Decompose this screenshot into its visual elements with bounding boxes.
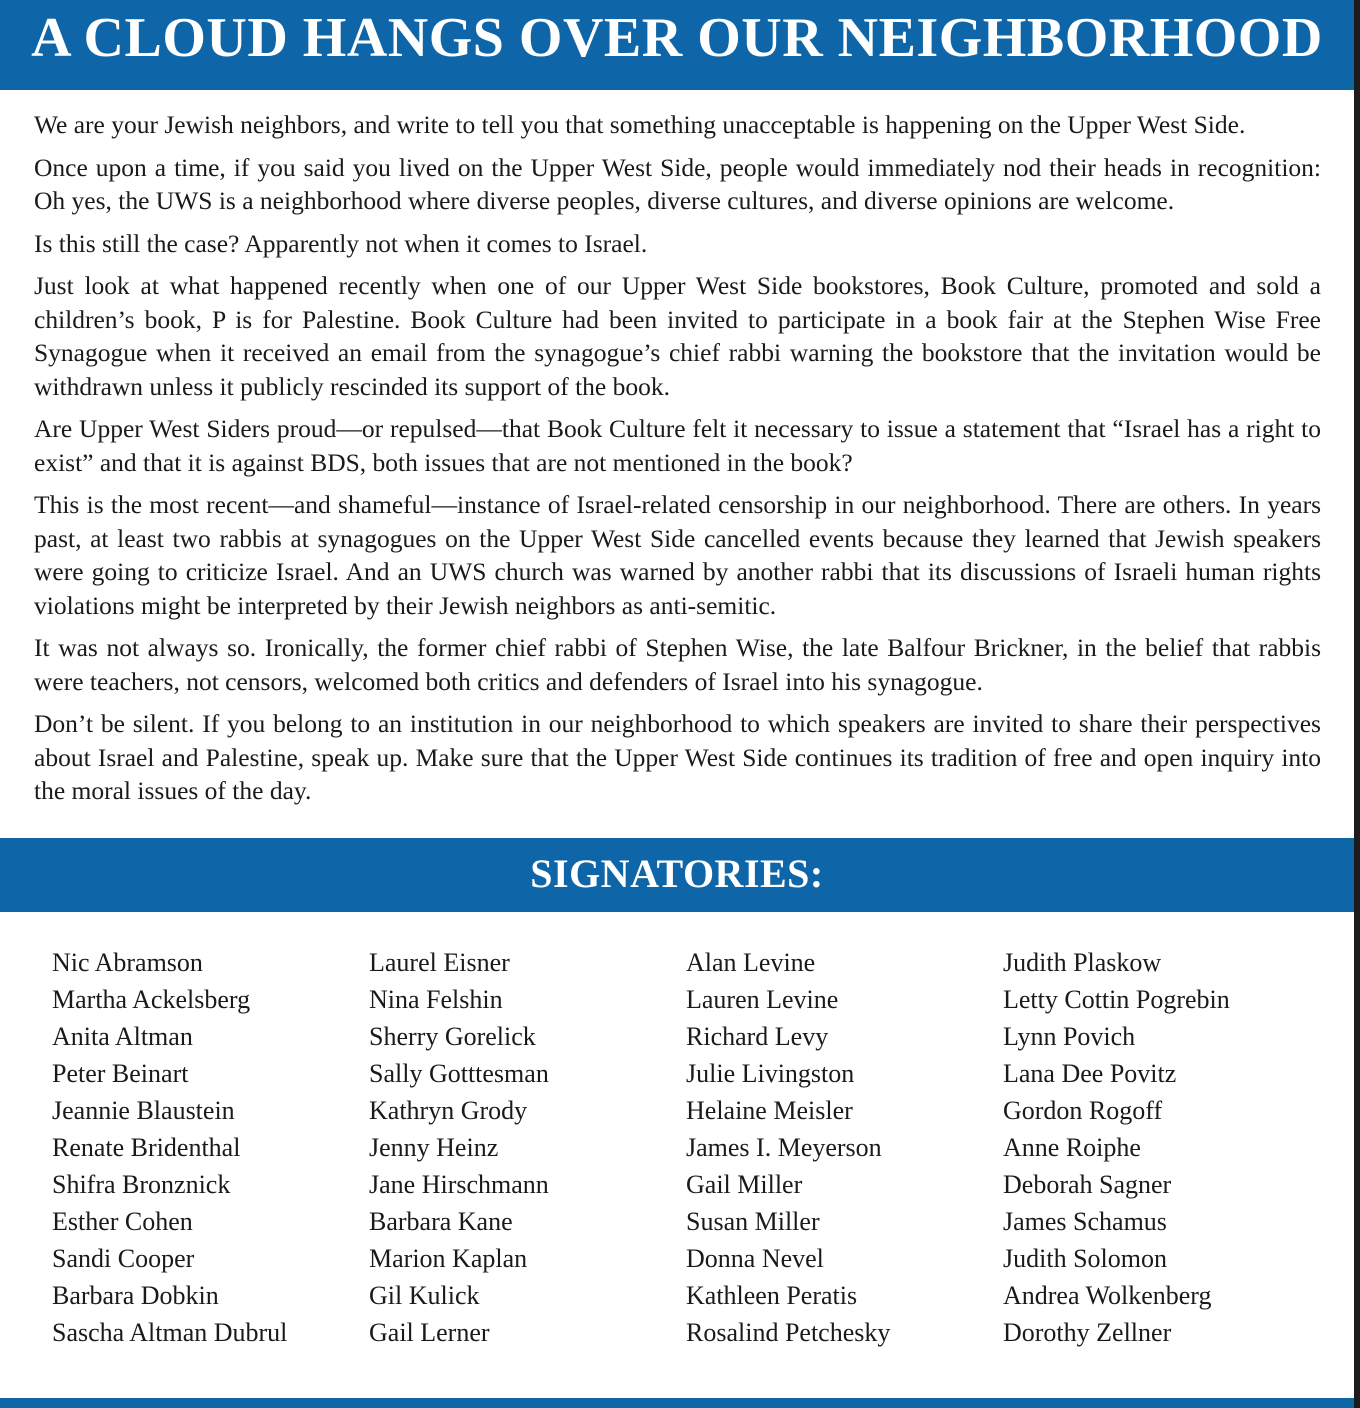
paragraph: It was not always so. Ironically, the former chief rabbi of Stephen Wise, the late Balfour Brickner, in the belief that rabbis were teachers, not censors, welcomed both critics and defenders of Israel into his synagogue.: [34, 633, 1321, 696]
signatory-name: Nic Abramson: [52, 948, 203, 977]
signatory-name: Kathleen Peratis: [686, 1281, 858, 1310]
signatory-name: Jeannie Blaustein: [52, 1096, 235, 1125]
signatory-name: Deborah Sagner: [1003, 1170, 1172, 1199]
signatory-name: Donna Nevel: [686, 1244, 824, 1273]
page-edge-rule: [1354, 0, 1360, 1408]
signatory-name: Sascha Altman Dubrul: [52, 1318, 288, 1347]
signatory-name: Helaine Meisler: [686, 1096, 853, 1125]
signatory-column-4: [1003, 944, 1230, 1351]
signatory-name: Kathryn Grody: [369, 1096, 528, 1125]
signatory-name: Rosalind Petchesky: [686, 1318, 891, 1347]
signatory-name: Marion Kaplan: [369, 1244, 528, 1273]
signatory-name: Esther Cohen: [52, 1207, 193, 1236]
signatory-column-3: [686, 944, 890, 1351]
signatory-name: Judith Plaskow: [1003, 948, 1162, 977]
signatory-name: Lynn Povich: [1003, 1022, 1136, 1051]
paragraph: Just look at what happened recently when one of our Upper West Side bookstores, Book Culture, promoted and sold a children’s book, P is for Palestine. Book Culture had been invited to participate in a book fair at the Stephen Wise Free Synagogue when it received an email from the synagogue’s chief rabbi warning the bookstore that the invitation would be withdrawn unless it publicly rescinded its support of the book.: [34, 271, 1321, 401]
signatories-banner: [0, 838, 1354, 912]
signatory-name: Sally Gotttesman: [369, 1059, 549, 1088]
signatory-name: Lana Dee Povitz: [1003, 1059, 1177, 1088]
signatory-name: Alan Levine: [686, 948, 816, 977]
signatory-name: Gail Lerner: [369, 1318, 490, 1347]
paragraph: Once upon a time, if you said you lived on the Upper West Side, people would immediately nod their heads in recognition: Oh yes, the UWS is a neighborhood where diverse peoples, diverse cultures, and diverse opinions are welcome.: [34, 152, 1321, 215]
signatory-name: Barbara Dobkin: [52, 1281, 219, 1310]
signatory-name: Anne Roiphe: [1003, 1133, 1141, 1162]
signatory-column-1: [52, 944, 287, 1351]
paragraph: Are Upper West Siders proud—or repulsed—that Book Culture felt it necessary to issue a statement that “Israel has a right to exist” and that it is against BDS, both issues that are not mentioned in the book?: [34, 414, 1321, 477]
signatory-name: Julie Livingston: [686, 1059, 855, 1088]
signatory-name: Shifra Bronznick: [52, 1170, 231, 1199]
paragraph: Don’t be silent. If you belong to an institution in our neighborhood to which speakers are invited to share their perspectives about Israel and Palestine, speak up. Make sure that the Upper West Side continues its tradition of free and open inquiry into the moral issues of the day.: [34, 709, 1321, 805]
signatory-column-2: [369, 944, 549, 1351]
bottom-bar: [0, 1398, 1354, 1408]
signatory-name: James I. Meyerson: [686, 1133, 882, 1162]
signatory-name: Dorothy Zellner: [1003, 1318, 1172, 1347]
signatory-name: Lauren Levine: [686, 985, 839, 1014]
signatory-name: Jane Hirschmann: [369, 1170, 549, 1199]
signatory-name: Gordon Rogoff: [1003, 1096, 1163, 1125]
paragraph: This is the most recent—and shameful—instance of Israel-related censorship in our neighborhood. There are others. In years past, at least two rabbis at synagogues on the Upper West Side cancelled events because they learned that Jewish speakers were going to criticize Israel. And an UWS church was warned by another rabbi that its discussions of Israeli human rights violations might be interpreted by their Jewish neighbors as anti-semitic.: [34, 490, 1321, 620]
signatory-name: Susan Miller: [686, 1207, 820, 1236]
signatory-name: James Schamus: [1003, 1207, 1167, 1236]
signatory-name: Peter Beinart: [52, 1059, 189, 1088]
signatory-name: Renate Bridenthal: [52, 1133, 241, 1162]
page-title: A CLOUD HANGS OVER OUR NEIGHBORHOOD: [31, 7, 1323, 69]
signatory-name: Jenny Heinz: [369, 1133, 499, 1162]
signatory-name: Richard Levy: [686, 1022, 829, 1051]
signatories-heading: SIGNATORIES:: [530, 851, 824, 896]
signatory-name: Gail Miller: [686, 1170, 803, 1199]
signatory-name: Judith Solomon: [1003, 1244, 1167, 1273]
signatory-name: Letty Cottin Pogrebin: [1003, 985, 1230, 1014]
signatory-name: Sherry Gorelick: [369, 1022, 536, 1051]
signatory-name: Barbara Kane: [369, 1207, 513, 1236]
paragraph: Is this still the case? Apparently not when it comes to Israel.: [34, 228, 648, 258]
signatory-name: Martha Ackelsberg: [52, 985, 251, 1014]
paragraph: We are your Jewish neighbors, and write to tell you that something unacceptable is happening on the Upper West Side.: [34, 110, 1246, 139]
title-banner: [0, 0, 1354, 90]
signatory-name: Nina Felshin: [369, 985, 503, 1014]
signatory-name: Anita Altman: [52, 1022, 193, 1051]
signatory-name: Andrea Wolkenberg: [1003, 1281, 1212, 1310]
signatory-name: Sandi Cooper: [52, 1244, 195, 1273]
letter-body: [34, 108, 1321, 817]
signatory-name: Gil Kulick: [369, 1281, 480, 1310]
signatory-name: Laurel Eisner: [369, 948, 510, 977]
